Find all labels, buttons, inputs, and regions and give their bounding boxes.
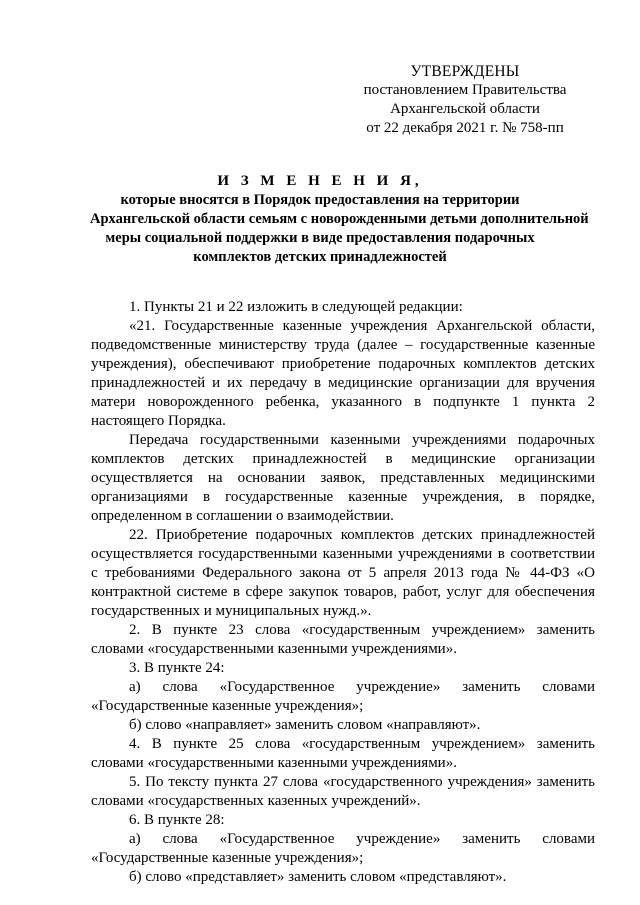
- heading-line: которые вносятся в Порядок предоставления на территории: [120, 192, 520, 208]
- paragraph: 2. В пункте 23 слова «государственным учреждением» заменить словами «государственными казенными учреждениями».: [91, 622, 595, 657]
- document-title: И З М Е Н Е Н И Я,: [217, 173, 423, 189]
- paragraph: Передача государственными казенными учреждениями подарочных комплектов детских принадлежностей в медицинские организации осуществляется на основании заявок, представленных медицинскими организациями в государственные казенные учреждения, в порядке, определенном в соглашении о взаимодействии.: [91, 432, 595, 524]
- heading-line: комплектов детских принадлежностей: [193, 249, 447, 265]
- paragraph: 1. Пункты 21 и 22 изложить в следующей редакции:: [129, 299, 463, 315]
- paragraph: 22. Приобретение подарочных комплектов детских принадлежностей осуществляется государственными казенными учреждениями в соответствии с требованиями Федерального закона от 5 апреля 2013 года № 44-ФЗ «О контрактной системе в сфере закупок товаров, работ, услуг для обеспечения государственных и муниципальных нужд.».: [91, 527, 595, 619]
- paragraph: б) слово «направляет» заменить словом «направляют».: [129, 717, 481, 733]
- document-heading: [90, 172, 589, 267]
- approval-title: УТВЕРЖДЕНЫ: [410, 63, 520, 80]
- paragraph: 6. В пункте 28:: [129, 812, 225, 828]
- paragraph: 5. По тексту пункта 27 слова «государственного учреждения» заменить словами «государственных казенных учреждений».: [91, 774, 595, 809]
- approval-line: Архангельской области: [390, 101, 540, 117]
- paragraph: 3. В пункте 24:: [129, 660, 225, 676]
- paragraph: «21. Государственные казенные учреждения Архангельской области, подведомственные министерству труда (далее – государственные казенные учреждения), обеспечивают приобретение подарочных комплектов детских принадлежностей и их передачу в медицинские организации для вручения матери новорожденного ребенка, указанного в подпункте 1 пункта 2 настоящего Порядка.: [91, 318, 595, 429]
- paragraph: а) слова «Государственное учреждение» заменить словами «Государственные казенные учреждения»;: [91, 831, 595, 866]
- paragraph: б) слово «представляет» заменить словом «представляют».: [129, 869, 507, 885]
- heading-line: меры социальной поддержки в виде предоставления подарочных: [105, 230, 535, 246]
- approval-block: [345, 62, 585, 138]
- paragraph: а) слова «Государственное учреждение» заменить словами «Государственные казенные учреждения»;: [91, 679, 595, 714]
- approval-line: постановлением Правительства: [363, 82, 567, 98]
- approval-line: от 22 декабря 2021 г. № 758-пп: [366, 120, 564, 136]
- document-body: [91, 298, 595, 887]
- heading-line: Архангельской области семьям с новорожденными детьми дополнительной: [90, 211, 589, 227]
- paragraph: 4. В пункте 25 слова «государственным учреждением» заменить словами «государственными казенными учреждениями».: [91, 736, 595, 771]
